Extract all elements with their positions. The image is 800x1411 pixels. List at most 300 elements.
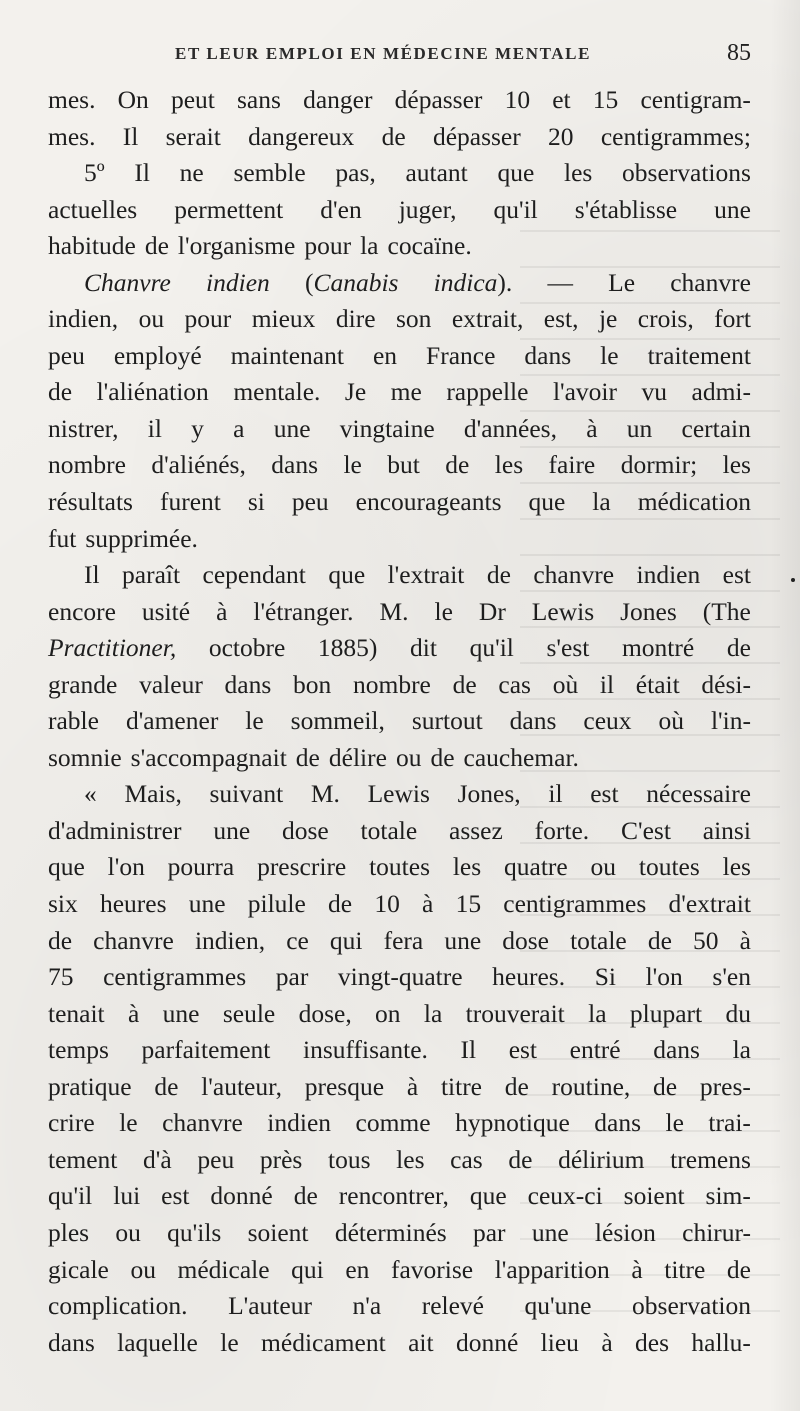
word: lésion bbox=[594, 1217, 656, 1247]
word: une bbox=[188, 889, 226, 919]
text-line bbox=[48, 82, 751, 119]
body-text bbox=[48, 82, 751, 1361]
text-line bbox=[48, 1325, 751, 1362]
word: centigrammes; bbox=[600, 121, 751, 151]
word: résultats bbox=[48, 487, 133, 517]
word: comme bbox=[355, 1108, 431, 1138]
word: je bbox=[598, 304, 618, 334]
word: à bbox=[586, 413, 598, 443]
text-line bbox=[48, 374, 751, 411]
word: trouverait bbox=[465, 998, 565, 1028]
word: est bbox=[161, 1181, 190, 1211]
word: titre bbox=[664, 1254, 706, 1284]
word: ce bbox=[286, 925, 309, 955]
word: de bbox=[48, 377, 73, 407]
word: dépasser bbox=[394, 85, 483, 114]
word: chirur- bbox=[682, 1217, 751, 1247]
word: l'on bbox=[645, 962, 683, 992]
word: observations bbox=[622, 158, 751, 188]
word: le bbox=[600, 340, 619, 370]
text-line bbox=[48, 959, 751, 996]
word: On bbox=[117, 85, 149, 114]
word: cas bbox=[498, 669, 531, 699]
word: parfaitement bbox=[141, 1035, 271, 1065]
word: de bbox=[726, 633, 751, 663]
word: de bbox=[293, 1181, 318, 1211]
word: Je bbox=[344, 377, 367, 407]
word: une bbox=[531, 1217, 569, 1247]
word: heures. bbox=[492, 962, 566, 992]
word: de bbox=[445, 450, 470, 480]
word: de bbox=[328, 889, 353, 919]
word: (The bbox=[702, 596, 751, 626]
word: totale bbox=[570, 925, 627, 955]
word: supprimée. bbox=[85, 523, 198, 553]
running-head bbox=[175, 40, 765, 74]
text-line bbox=[48, 1252, 751, 1289]
word: routine, bbox=[551, 1071, 631, 1101]
word: 20 bbox=[548, 121, 574, 151]
word: les bbox=[722, 852, 751, 882]
word: dire bbox=[335, 304, 376, 334]
word: à bbox=[406, 1071, 419, 1101]
word: toutes bbox=[369, 852, 431, 882]
word: soient bbox=[623, 1181, 685, 1211]
word: était bbox=[635, 669, 680, 699]
word: des bbox=[635, 1327, 670, 1357]
word: le bbox=[220, 1327, 239, 1357]
word: de bbox=[144, 231, 169, 261]
word: paraît bbox=[122, 560, 181, 590]
word: centigrammes bbox=[103, 962, 247, 992]
text-line bbox=[48, 411, 751, 448]
word: danger bbox=[303, 85, 373, 114]
word: en bbox=[372, 340, 398, 370]
word: l'apparition bbox=[494, 1254, 610, 1284]
word: cependant bbox=[202, 560, 306, 590]
word: dans bbox=[271, 450, 319, 480]
page-edge-shadow bbox=[770, 0, 800, 1411]
word: lieu bbox=[540, 1327, 579, 1357]
word: assez bbox=[449, 815, 503, 845]
word: le bbox=[119, 1108, 138, 1138]
word: dose, bbox=[298, 998, 352, 1028]
word: valeur bbox=[139, 669, 203, 699]
word: C'est bbox=[621, 815, 671, 845]
word: une bbox=[162, 998, 200, 1028]
word: rable bbox=[48, 706, 99, 736]
word: les bbox=[722, 450, 751, 480]
word: à bbox=[422, 889, 434, 919]
word: totale bbox=[360, 815, 418, 845]
word: de bbox=[486, 560, 511, 590]
word: vingtaine bbox=[339, 413, 435, 443]
word: chanvre bbox=[93, 925, 174, 955]
word: quatre bbox=[504, 852, 568, 882]
word: Dr bbox=[478, 596, 506, 626]
word: une bbox=[444, 925, 482, 955]
word: 10 bbox=[374, 889, 400, 919]
word: tous bbox=[328, 1144, 371, 1174]
word: délirium bbox=[558, 1144, 645, 1174]
word: ceux bbox=[583, 706, 632, 736]
word: l'in- bbox=[710, 706, 751, 736]
word: est bbox=[508, 1035, 538, 1065]
word: nistrer, bbox=[48, 413, 119, 443]
word: bon bbox=[293, 669, 332, 699]
text-line bbox=[48, 1142, 751, 1179]
word: presque bbox=[304, 1071, 385, 1101]
running-title: ET LEUR EMPLOI EN MÉDECINE MENTALE bbox=[175, 44, 592, 63]
word: de bbox=[295, 742, 320, 772]
word: « bbox=[84, 779, 97, 809]
word: permettent bbox=[174, 194, 284, 224]
word: mes. bbox=[48, 121, 96, 151]
word: 15 bbox=[455, 889, 482, 919]
word: ou bbox=[590, 852, 617, 882]
word: la bbox=[423, 998, 443, 1028]
text-line bbox=[48, 447, 751, 484]
word: indien, bbox=[194, 925, 266, 955]
word: indien, bbox=[48, 304, 119, 334]
word: dans bbox=[653, 1035, 700, 1065]
word: Practitioner, bbox=[48, 633, 177, 663]
page-number: 85 bbox=[727, 40, 751, 66]
text-line bbox=[48, 886, 751, 923]
word: habitude bbox=[48, 231, 136, 261]
word: autant bbox=[405, 158, 468, 188]
word: insuffisante. bbox=[303, 1035, 428, 1065]
word: indien bbox=[206, 267, 270, 297]
text-line bbox=[48, 338, 751, 375]
word: 1885) bbox=[317, 633, 378, 663]
word: France bbox=[426, 340, 496, 370]
word: ou bbox=[115, 1217, 141, 1247]
word: mentale. bbox=[233, 377, 321, 407]
word: Il bbox=[84, 560, 100, 590]
word: à bbox=[216, 596, 228, 626]
word: M. bbox=[379, 596, 409, 626]
text-line bbox=[48, 1105, 751, 1142]
word: les bbox=[452, 852, 482, 882]
word: chanvre bbox=[162, 1108, 243, 1138]
word: d'en bbox=[320, 194, 362, 224]
word: s'établisse bbox=[574, 194, 678, 224]
word: qu'une bbox=[524, 1291, 592, 1321]
word: temps bbox=[48, 1035, 109, 1065]
word: l'extrait bbox=[387, 560, 465, 590]
word: indien bbox=[267, 1108, 332, 1138]
word: dépasser bbox=[432, 121, 521, 151]
word: 10 bbox=[504, 85, 531, 114]
word: traitement bbox=[647, 340, 751, 370]
word: chanvre bbox=[670, 267, 751, 297]
word: M. bbox=[310, 779, 340, 809]
text-line bbox=[48, 703, 751, 740]
word: Il bbox=[122, 121, 139, 151]
word: dormir; bbox=[620, 450, 698, 480]
word: dose bbox=[281, 815, 329, 845]
word: 50 bbox=[693, 925, 719, 955]
word: et bbox=[552, 85, 571, 114]
word: furent bbox=[159, 487, 221, 517]
word: complication. bbox=[48, 1291, 188, 1321]
text-line bbox=[48, 155, 751, 192]
word: sans bbox=[237, 85, 281, 114]
word: grande bbox=[48, 669, 118, 699]
word: tement bbox=[48, 1144, 118, 1174]
text-line bbox=[48, 594, 751, 631]
word: de bbox=[430, 742, 455, 772]
word: peut bbox=[170, 85, 215, 114]
word: à bbox=[739, 925, 751, 955]
text-line bbox=[48, 776, 751, 813]
word: surtout bbox=[411, 706, 483, 736]
text-line bbox=[48, 119, 751, 156]
word: usité bbox=[141, 596, 191, 626]
text-line bbox=[48, 1288, 751, 1325]
word: le bbox=[245, 706, 264, 736]
word: rencontrer, bbox=[338, 1181, 449, 1211]
word: du bbox=[725, 998, 751, 1028]
word: qui bbox=[329, 925, 363, 955]
word: d'amener bbox=[125, 706, 219, 736]
word: pilule bbox=[247, 889, 306, 919]
text-line bbox=[48, 228, 751, 265]
word: déterminés bbox=[334, 1217, 447, 1247]
word: juger, bbox=[398, 194, 457, 224]
word: où bbox=[658, 706, 684, 736]
text-line bbox=[48, 1178, 751, 1215]
word: que bbox=[528, 487, 566, 517]
word: peu bbox=[291, 487, 329, 517]
word: dit bbox=[410, 633, 437, 663]
word: s'en bbox=[712, 962, 751, 992]
word: soient bbox=[247, 1217, 309, 1247]
word: médicament bbox=[261, 1327, 386, 1357]
word: peu bbox=[48, 340, 85, 370]
word: il bbox=[548, 779, 563, 809]
word: son bbox=[395, 304, 432, 334]
text-line bbox=[48, 630, 751, 667]
word: suivant bbox=[209, 779, 284, 809]
word: à bbox=[601, 1327, 613, 1357]
word: ples bbox=[48, 1217, 90, 1247]
word: le bbox=[343, 450, 362, 480]
word: semble bbox=[233, 158, 306, 188]
word: une bbox=[213, 815, 251, 845]
word: Jones bbox=[620, 596, 677, 626]
word: d'extrait bbox=[668, 889, 751, 919]
word: Si bbox=[594, 962, 616, 992]
word: — bbox=[547, 267, 573, 297]
word: encore bbox=[48, 596, 116, 626]
word: toutes bbox=[638, 852, 700, 882]
word: employé bbox=[113, 340, 202, 370]
word: en bbox=[345, 1254, 370, 1284]
word: pas, bbox=[335, 158, 376, 188]
word: montré bbox=[621, 633, 695, 663]
word: tremens bbox=[670, 1144, 751, 1174]
word: est bbox=[590, 779, 619, 809]
word: la bbox=[588, 998, 607, 1028]
word: tenait bbox=[48, 998, 105, 1028]
word: ait bbox=[408, 1327, 434, 1357]
word: favorise bbox=[390, 1254, 474, 1284]
word: ainsi bbox=[702, 815, 751, 845]
word: les bbox=[564, 158, 593, 188]
word: dési- bbox=[701, 669, 751, 699]
word: qu'il bbox=[469, 633, 514, 663]
word: d'administrer bbox=[48, 815, 182, 845]
word: l'aliénation bbox=[96, 377, 209, 407]
text-line bbox=[48, 667, 751, 704]
word: rappelle bbox=[446, 377, 529, 407]
word: admi- bbox=[691, 377, 751, 407]
word: que bbox=[497, 158, 535, 188]
word: forte. bbox=[534, 815, 590, 845]
word: par bbox=[275, 962, 309, 992]
text-line bbox=[48, 557, 751, 594]
word: cauchemar. bbox=[463, 742, 579, 772]
word: seule bbox=[222, 998, 276, 1028]
word: une bbox=[273, 413, 311, 443]
word: l'on bbox=[107, 852, 145, 882]
word: ou bbox=[395, 742, 422, 772]
word: lui bbox=[113, 1181, 141, 1211]
word: pourra bbox=[167, 852, 235, 882]
word: Lewis bbox=[367, 779, 430, 809]
word: sim- bbox=[705, 1181, 751, 1211]
word: trai- bbox=[708, 1108, 751, 1138]
word: de bbox=[381, 121, 406, 151]
word: nombre bbox=[48, 450, 126, 480]
word: extrait, bbox=[451, 304, 524, 334]
word: a bbox=[233, 413, 245, 443]
text-line bbox=[48, 521, 751, 558]
text-line bbox=[48, 923, 751, 960]
word: but bbox=[387, 450, 420, 480]
word: de bbox=[452, 669, 477, 699]
word: dans bbox=[48, 1327, 95, 1357]
word: ne bbox=[179, 158, 204, 188]
word: les bbox=[494, 450, 524, 480]
text-line bbox=[48, 1215, 751, 1252]
word: est bbox=[722, 560, 751, 590]
word: vingt-quatre bbox=[337, 962, 463, 992]
word: hypnotique bbox=[455, 1108, 570, 1138]
word: si bbox=[247, 487, 265, 517]
word: L'auteur bbox=[228, 1291, 312, 1321]
word: à bbox=[631, 1254, 643, 1284]
word: fort bbox=[714, 304, 751, 334]
word: Chanvre bbox=[84, 267, 171, 297]
word: d'années, bbox=[463, 413, 557, 443]
word: plupart bbox=[629, 998, 703, 1028]
word: s'accompagnait bbox=[130, 742, 287, 772]
word: dans bbox=[224, 669, 272, 699]
word: pour bbox=[184, 304, 232, 334]
word: relevé bbox=[421, 1291, 484, 1321]
word: dose bbox=[502, 925, 549, 955]
text-line bbox=[48, 996, 751, 1033]
word: l'avoir bbox=[552, 377, 618, 407]
word: maintenant bbox=[230, 340, 344, 370]
margin-dot bbox=[791, 578, 795, 582]
word: ou bbox=[138, 304, 165, 334]
word: qu'il bbox=[493, 194, 538, 224]
word: y bbox=[191, 413, 204, 443]
word: observation bbox=[632, 1291, 751, 1321]
word: fut bbox=[48, 523, 77, 553]
word: donné bbox=[455, 1327, 519, 1357]
word: où bbox=[552, 669, 579, 699]
text-line bbox=[48, 265, 751, 302]
word: d'à bbox=[143, 1144, 172, 1174]
word: de bbox=[48, 925, 73, 955]
word: de bbox=[154, 1071, 179, 1101]
word: gicale bbox=[48, 1254, 109, 1284]
word: de bbox=[504, 1071, 529, 1101]
word: Lewis bbox=[531, 596, 595, 626]
word: actuelles bbox=[48, 194, 138, 224]
word: pratique bbox=[48, 1071, 132, 1101]
word: octobre bbox=[208, 633, 286, 663]
word: entré bbox=[569, 1035, 621, 1065]
word: mieux bbox=[251, 304, 316, 334]
word: un bbox=[626, 413, 653, 443]
word: chanvre bbox=[533, 560, 615, 590]
word: le bbox=[434, 596, 453, 626]
word: n'a bbox=[352, 1291, 382, 1321]
word: me bbox=[390, 377, 422, 407]
word: Il bbox=[460, 1035, 477, 1065]
word: pour bbox=[304, 231, 352, 261]
word: de bbox=[647, 925, 672, 955]
word: heures bbox=[99, 889, 167, 919]
word: encourageants bbox=[355, 487, 502, 517]
word: titre bbox=[440, 1071, 483, 1101]
word: fera bbox=[383, 925, 424, 955]
word: laquelle bbox=[117, 1327, 198, 1357]
word: hallu- bbox=[691, 1327, 751, 1357]
text-line bbox=[48, 301, 751, 338]
word: dans bbox=[594, 1108, 642, 1138]
word: ou bbox=[130, 1254, 156, 1284]
word: la bbox=[360, 231, 379, 261]
text-line bbox=[48, 484, 751, 521]
word: pres- bbox=[699, 1071, 751, 1101]
word: 15 bbox=[592, 85, 619, 114]
word: centigram- bbox=[640, 85, 751, 114]
word: la bbox=[592, 487, 611, 517]
word: médicale bbox=[177, 1254, 270, 1284]
word: ceux-ci bbox=[527, 1181, 603, 1211]
word: que bbox=[469, 1181, 507, 1211]
word: la bbox=[732, 1035, 751, 1065]
word: centigrammes bbox=[503, 889, 647, 919]
word: certain bbox=[681, 413, 751, 443]
word: de bbox=[653, 1071, 678, 1101]
word: il bbox=[599, 669, 615, 699]
word: est, bbox=[543, 304, 579, 334]
word: que bbox=[48, 852, 85, 882]
text-line bbox=[48, 192, 751, 229]
word: on bbox=[375, 998, 401, 1028]
word: qu'ils bbox=[167, 1217, 222, 1247]
word: sommeil, bbox=[290, 706, 385, 736]
word: indien bbox=[636, 560, 701, 590]
